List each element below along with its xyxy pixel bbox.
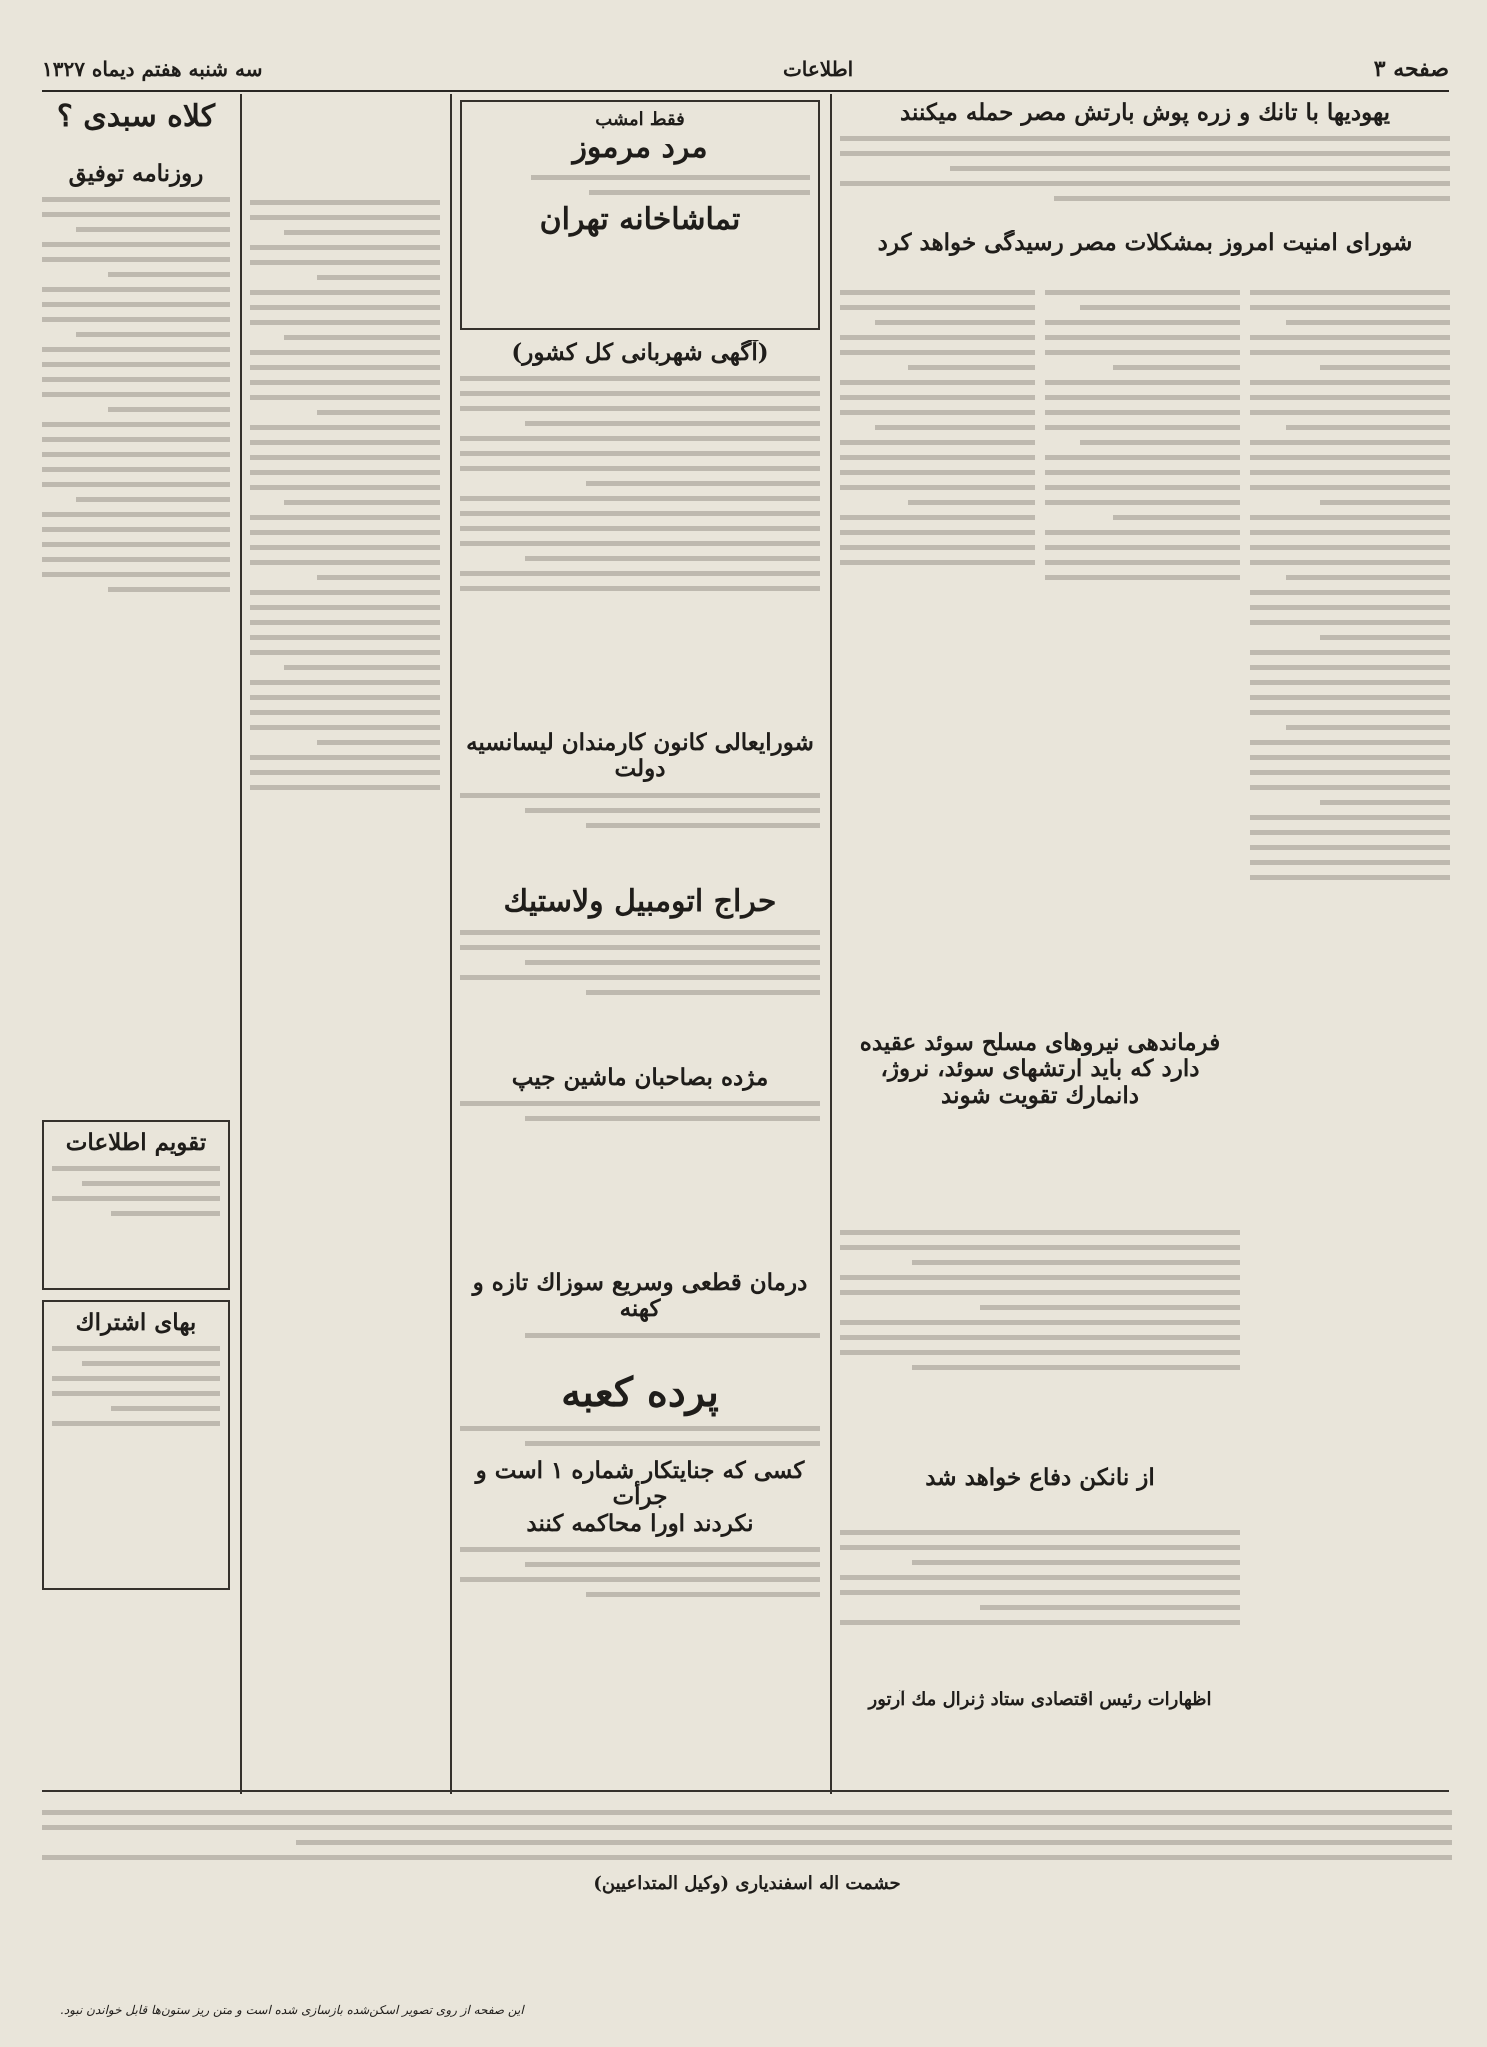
lead-kicker: یهودیها با تانك و زره پوش بارتش مصر حمله میکنند <box>899 100 1391 126</box>
subscription-box <box>42 1300 230 1590</box>
column-divider <box>450 94 452 1794</box>
notice-signature: حشمت اله اسفندیاری (وکیل المتداعیین) <box>593 1873 901 1894</box>
masthead <box>42 52 1449 86</box>
film-ad <box>460 1370 820 1770</box>
film-tagline: کسی که جنایتکار شماره ۱ است و جرأت <box>475 1457 805 1511</box>
calendar-box <box>42 1120 230 1290</box>
film-title: پرده کعبه <box>561 1370 719 1416</box>
lead-main <box>840 230 1450 270</box>
hat-headline: کلاه سبدی ؟ <box>56 100 216 134</box>
jeep-notice <box>460 1065 820 1185</box>
film-tagline-2: نکردند اورا محاکمه کنند <box>526 1509 754 1537</box>
subscription-headline: بهای اشتراك <box>75 1309 197 1336</box>
paper-name: اطلاعات <box>782 57 854 81</box>
tonight-label: فقط امشب <box>595 109 685 130</box>
bottom-rule <box>42 1790 1449 1792</box>
page-number: صفحه ۳ <box>1373 56 1449 82</box>
tofigh-headline: روزنامه توفیق <box>68 159 204 187</box>
lead-column-1 <box>1250 280 1450 1770</box>
left-column-2 <box>250 190 440 1780</box>
remedy-headline: درمان قطعی وسریع سوزاك تازه و کهنه <box>472 1270 808 1323</box>
shahrbani-notice <box>460 340 820 710</box>
theater-name: تماشاخانه تهران <box>539 202 741 238</box>
sweden-story <box>840 1030 1240 1210</box>
sweden-headline: فرماندهی نیروهای مسلح سوئد عقیده دارد که باید ارتشهای سوئد، نروژ، دانمارك تقویت شوند <box>859 1030 1221 1109</box>
sweden-body <box>840 1220 1240 1480</box>
jeep-headline: مژده بصاحبان ماشین جیپ <box>511 1065 769 1091</box>
lead-main-headline: شورای امنیت امروز بمشکلات مصر رسیدگی خواهد کرد <box>877 230 1413 256</box>
theater-ad <box>460 100 820 330</box>
union-notice <box>460 730 820 870</box>
auction-notice <box>460 885 820 1055</box>
shahrbani-headline: (آگهی شهربانی کل کشور) <box>511 340 769 366</box>
date-line: سه شنبه هفتم دیماه ۱۳۲۷ <box>42 57 263 81</box>
column-divider <box>240 94 242 1794</box>
defense-headline: از نانکن دفاع خواهد شد <box>925 1465 1155 1491</box>
play-title: مرد مرموز <box>572 129 708 165</box>
remedy-ad <box>460 1270 820 1360</box>
union-headline: شورایعالی کانون کارمندان لیسانسیه دولت <box>466 730 814 783</box>
defense-story <box>840 1465 1240 1525</box>
masthead-rule <box>42 90 1449 92</box>
economic-story <box>840 1690 1240 1730</box>
left-column <box>42 100 230 1110</box>
economic-headline: اظهارات رئیس اقتصادی ستاد ژنرال مك آرتور <box>868 1690 1212 1710</box>
defense-body <box>840 1520 1240 1680</box>
bottom-notice <box>42 1800 1452 1950</box>
column-divider <box>830 94 832 1794</box>
footnote: این صفحه از روی تصویر اسکن‌شده بازسازی شده است و متن ریز ستون‌ها قابل خواندن نبود. <box>60 2003 524 2017</box>
calendar-headline: تقویم اطلاعات <box>65 1129 207 1156</box>
auction-headline: حراج اتومبیل ولاستیك <box>503 885 777 919</box>
